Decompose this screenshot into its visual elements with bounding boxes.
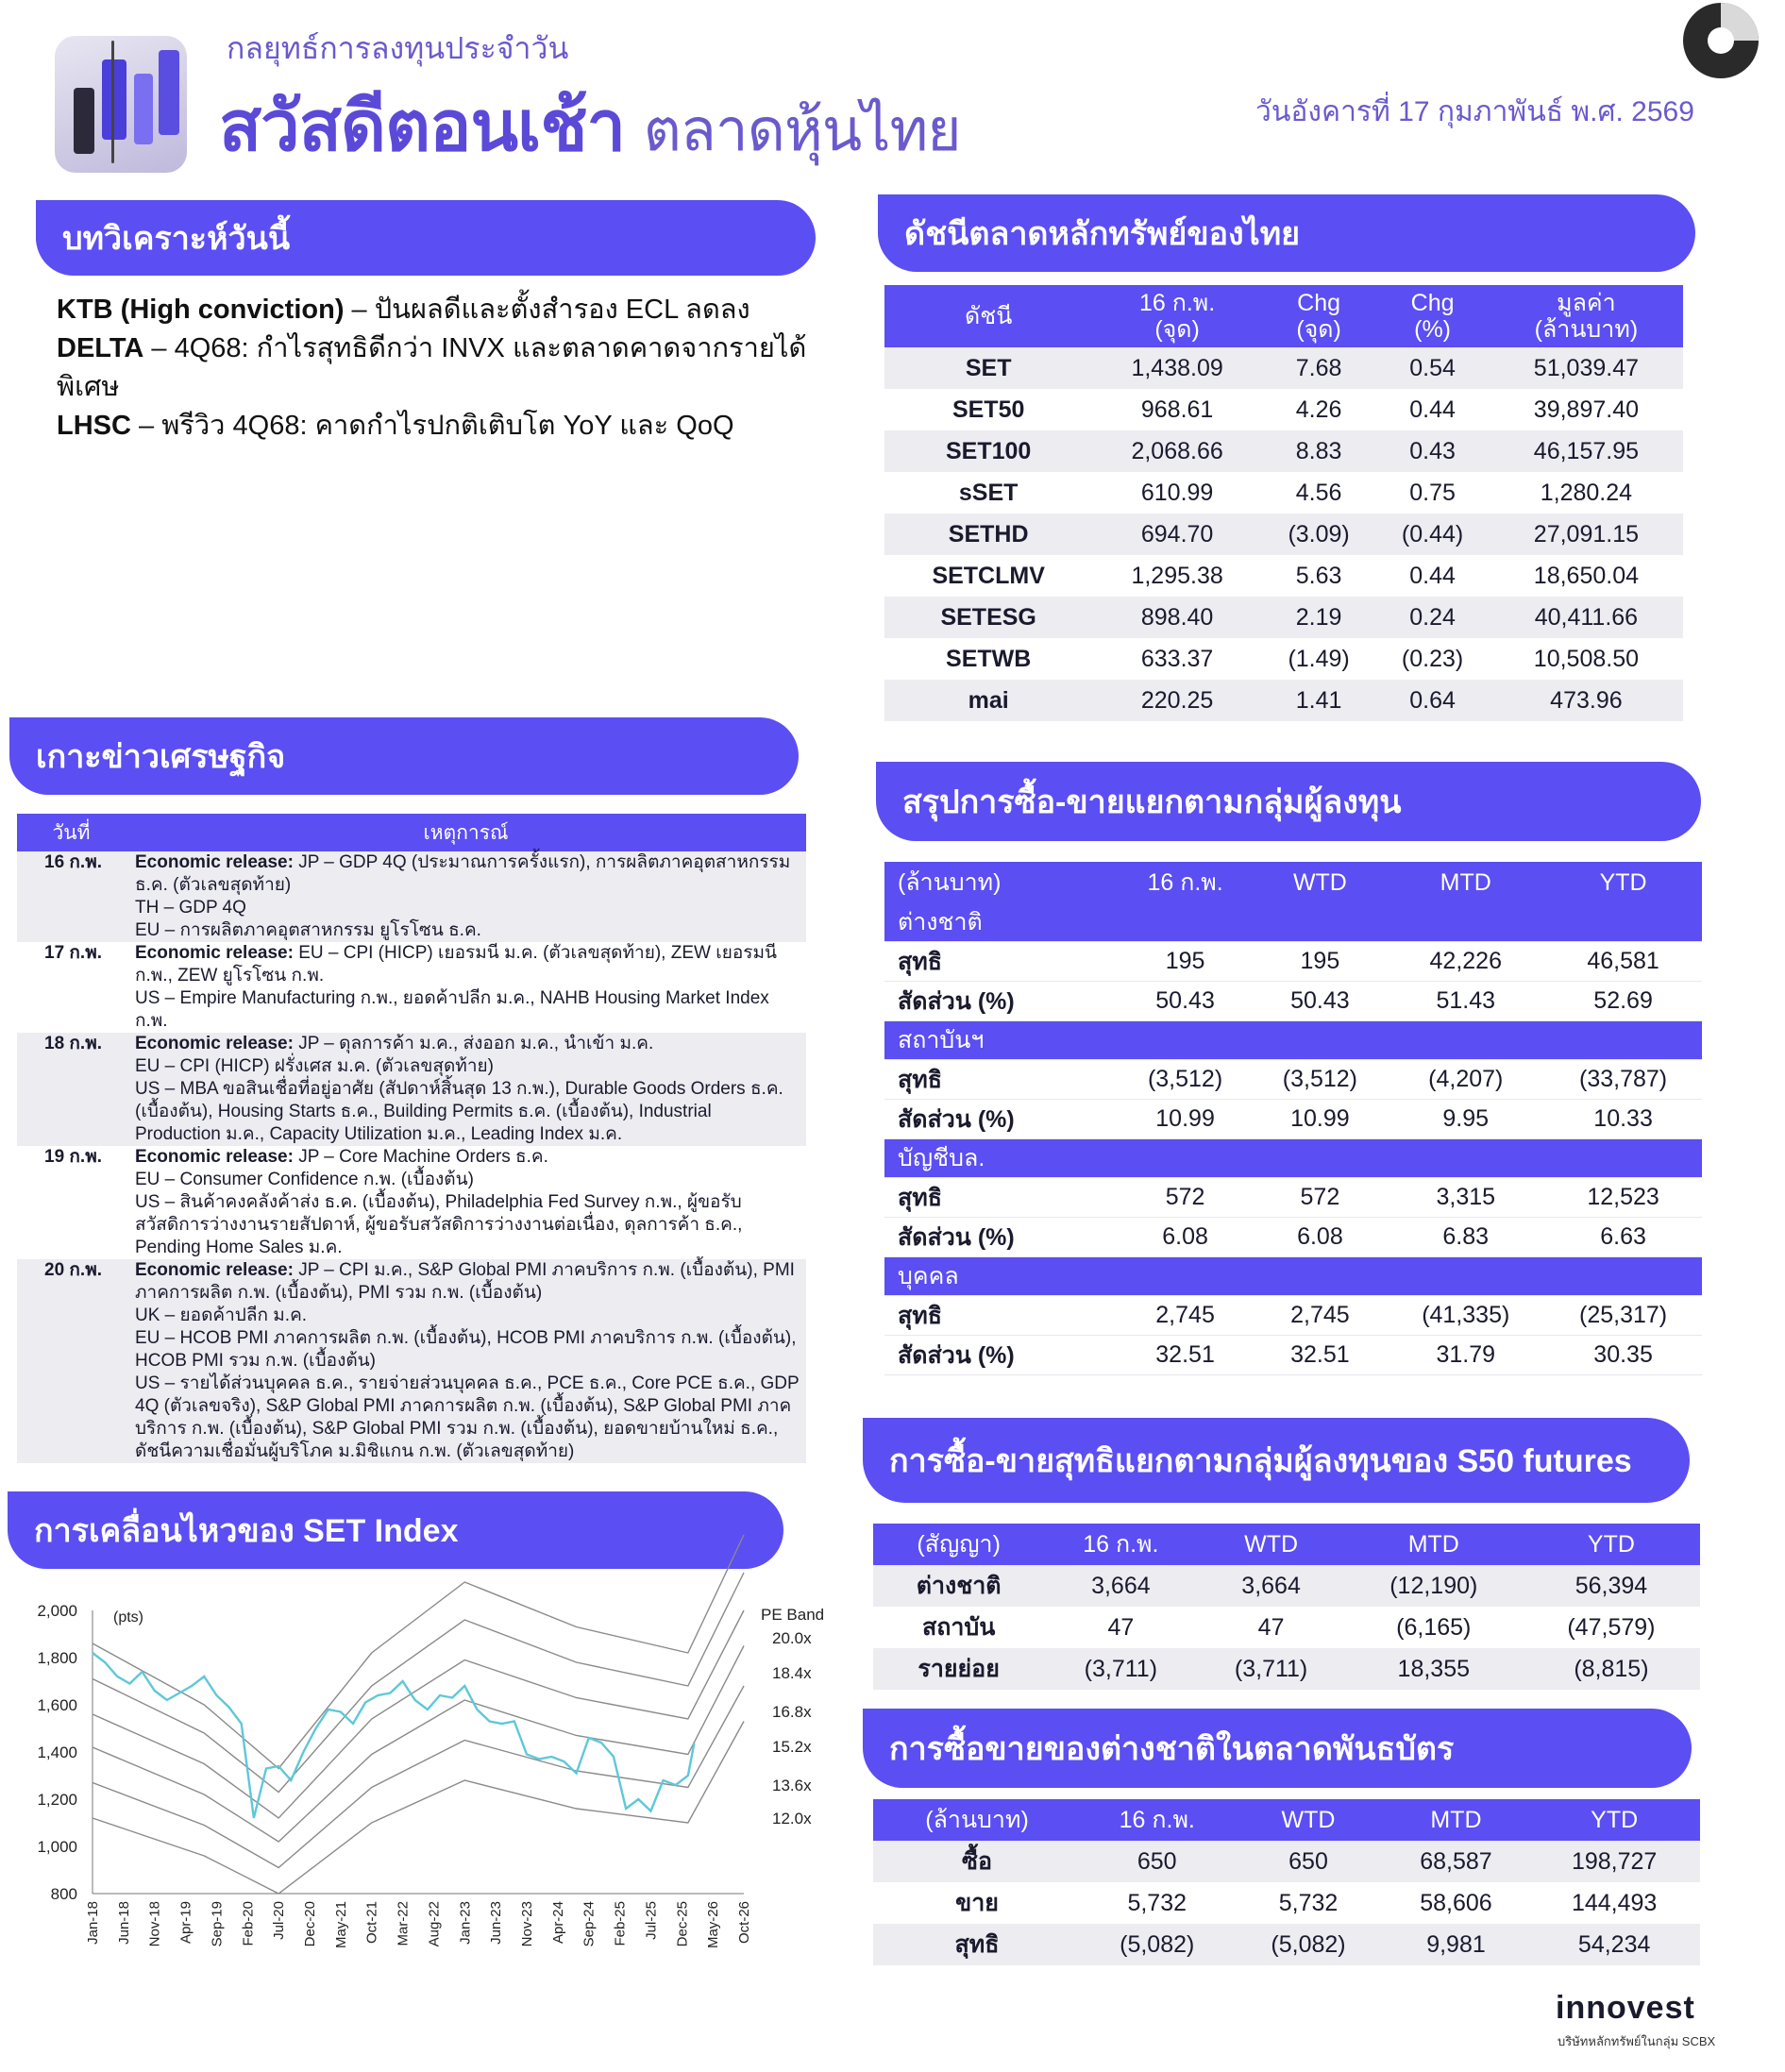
y-tick-label: 1,800 (37, 1649, 77, 1667)
footer-sub: บริษัทหลักทรัพย์ในกลุ่ม SCBX (1558, 2034, 1716, 2048)
group-row (884, 1021, 1702, 1060)
index-value: 633.37 (1140, 645, 1214, 672)
analysis-list (57, 291, 812, 446)
col-header: 16 ก.พ. (1081, 1799, 1233, 1841)
row-label: สุทธิ (884, 1296, 1118, 1336)
index-value: 0.43 (1375, 430, 1489, 472)
index-name: SETWB (946, 645, 1032, 672)
index-value: 18,650.04 (1533, 562, 1640, 589)
x-tick-label: Jan-23 (457, 1901, 474, 1945)
row-label: สุทธิ (884, 1060, 1118, 1100)
row-value: 198,727 (1528, 1841, 1700, 1882)
index-name: mai (884, 680, 1092, 721)
row-value: 650 (1233, 1841, 1383, 1882)
row-value: 10.33 (1544, 1100, 1702, 1139)
y-tick-label: 1,400 (37, 1744, 77, 1761)
row-value: 9.95 (1387, 1100, 1544, 1139)
event-line (135, 942, 800, 987)
row-value: 31.79 (1387, 1336, 1544, 1375)
row-value: 6.83 (1387, 1218, 1544, 1257)
x-tick-label: Oct-21 (363, 1901, 380, 1945)
row-value: 56,394 (1523, 1565, 1700, 1607)
row-value: 32.51 (1253, 1336, 1387, 1375)
event-line (135, 1055, 800, 1078)
col-header: มูลค่า (ล้านบาท) (1490, 285, 1683, 347)
row-value: 10.99 (1118, 1100, 1254, 1139)
row-value: 10.99 (1253, 1100, 1387, 1139)
event-text: US – สินค้าคงคลังค้าส่ง ธ.ค. (เบื้องต้น), Philadelphia Fed Survey ก.พ., ผู้ขอรับสวัสดิการว่างงานรายสัปดาห์, ผู้ขอรับสวัสดิการว่างงานต่อเนื่อง, ดุลการค้า ธ.ค., Pending Home Sales ม.ค. (135, 1192, 743, 1257)
y-axis-label: (pts) (113, 1609, 143, 1626)
pe-band-line (93, 1646, 744, 1843)
index-value: 694.70 (1092, 514, 1262, 555)
table-row (873, 1882, 1700, 1924)
event-text: JP – CPI ม.ค., S&P Global PMI ภาคบริการ ก.พ. (เบื้องต้น), PMI ภาคการผลิต ก.พ. (เบื้องต้น), PMI รวม ก.พ. (เบื้องต้น) (135, 1260, 795, 1303)
event-label: Economic release: (135, 1147, 294, 1167)
index-value: 39,897.40 (1533, 396, 1640, 423)
event-line (135, 1169, 800, 1191)
col-header: MTD (1384, 1799, 1529, 1841)
row-value: 572 (1253, 1178, 1387, 1218)
index-value: 1,438.09 (1092, 347, 1262, 389)
event-line (135, 987, 800, 1033)
row-label: สัดส่วน (%) (884, 982, 1118, 1021)
col-header: WTD (1197, 1524, 1344, 1565)
row-value: (5,082) (1233, 1924, 1383, 1965)
index-value: 4.26 (1295, 396, 1342, 423)
table-row (884, 597, 1683, 638)
table-row (873, 1648, 1700, 1690)
row-label: สถาบัน (921, 1614, 996, 1641)
section-econ: เกาะข่าวเศรษฐกิจ (9, 717, 799, 795)
row-value: 3,315 (1387, 1178, 1544, 1218)
col-header: 16 ก.พ. (จุด) (1092, 285, 1262, 347)
table-row (17, 851, 806, 942)
x-tick-label: Dec-20 (302, 1901, 318, 1947)
col-header: YTD (1544, 862, 1702, 903)
col-header: (สัญญา) (873, 1524, 1044, 1565)
pe-band-label: 18.4x (772, 1664, 812, 1682)
investor-summary-table (884, 862, 1702, 1375)
x-tick-label: Oct-26 (736, 1901, 752, 1945)
x-tick-label: Jan-18 (85, 1901, 101, 1945)
pe-band-label: 20.0x (772, 1629, 812, 1647)
analysis-text: – พรีวิว 4Q68: คาดกำไรปกติเติบโต YoY และ QoQ (130, 411, 734, 441)
analysis-item (57, 329, 812, 407)
event-line (135, 1259, 800, 1305)
table-row (884, 638, 1683, 680)
event-description (126, 942, 806, 1033)
index-name: SETCLMV (932, 562, 1045, 589)
group-name: สถาบันฯ (884, 1021, 1702, 1060)
index-value: 2,068.66 (1092, 430, 1262, 472)
index-value: 5.63 (1295, 562, 1342, 589)
event-description (126, 1259, 806, 1463)
event-label: Economic release: (135, 852, 294, 872)
row-value: 58,606 (1420, 1889, 1492, 1916)
col-header: YTD (1528, 1799, 1700, 1841)
section-futures: การซื้อ-ขายสุทธิแยกตามกลุ่มผู้ลงทุนของ S50 futures (863, 1418, 1690, 1503)
section-summary: สรุปการซื้อ-ขายแยกตามกลุ่มผู้ลงทุน (876, 762, 1701, 841)
index-value: 40,411.66 (1490, 597, 1683, 638)
index-value: 46,157.95 (1490, 430, 1683, 472)
row-value: 144,493 (1571, 1889, 1658, 1916)
index-value: 7.68 (1262, 347, 1375, 389)
y-tick-label: 1,000 (37, 1838, 77, 1856)
row-value: 572 (1118, 1178, 1254, 1218)
row-value: (4,207) (1387, 1060, 1544, 1100)
row-value: 42,226 (1387, 942, 1544, 982)
table-row (17, 1259, 806, 1463)
row-label: รายย่อย (873, 1648, 1044, 1690)
row-label: สุทธิ (884, 1178, 1118, 1218)
index-value: 0.24 (1375, 597, 1489, 638)
row-value: 3,664 (1197, 1565, 1344, 1607)
event-line (135, 1327, 800, 1373)
row-value: (12,190) (1345, 1565, 1523, 1607)
event-label: Economic release: (135, 943, 294, 963)
index-value: 8.83 (1262, 430, 1375, 472)
index-value: 0.44 (1409, 396, 1456, 423)
table-row (17, 942, 806, 1033)
index-value: 1,295.38 (1131, 562, 1223, 589)
col-header: วันที่ (17, 814, 126, 851)
event-text: EU – HCOB PMI ภาคการผลิต ก.พ. (เบื้องต้น), HCOB PMI ภาคบริการ ก.พ. (เบื้องต้น), HCOB PMI รวม ก.พ. (เบื้องต้น) (135, 1328, 797, 1371)
index-value: (3.09) (1262, 514, 1375, 555)
row-value: 47 (1257, 1613, 1285, 1641)
table-row (884, 942, 1702, 982)
x-tick-label: Aug-22 (426, 1901, 443, 1947)
index-name: SETESG (884, 597, 1092, 638)
row-value: (3,711) (1197, 1648, 1344, 1690)
econ-calendar-table (17, 814, 806, 1463)
title-main: สวัสดีตอนเช้า (219, 87, 626, 165)
y-tick-label: 1,600 (37, 1696, 77, 1714)
analysis-item (57, 407, 812, 446)
row-value: 9,981 (1384, 1924, 1529, 1965)
report-date: วันอังคารที่ 17 กุมภาพันธ์ พ.ศ. 2569 (1255, 96, 1694, 127)
table-row (884, 1060, 1702, 1100)
event-text: UK – ยอดค้าปลีก ม.ค. (135, 1306, 308, 1325)
table-row (884, 982, 1702, 1021)
set-index-line (93, 1653, 694, 1818)
index-value: (0.44) (1375, 514, 1489, 555)
row-value: (33,787) (1544, 1060, 1702, 1100)
index-value: (0.23) (1401, 645, 1464, 672)
event-line (135, 1305, 800, 1327)
index-value: 27,091.15 (1490, 514, 1683, 555)
section-index: ดัชนีตลาดหลักทรัพย์ของไทย (878, 194, 1695, 272)
index-name: SET50 (951, 396, 1025, 423)
index-value: 0.75 (1409, 479, 1456, 506)
table-row (884, 389, 1683, 430)
x-tick-label: Sep-24 (581, 1901, 598, 1947)
x-tick-label: Feb-25 (612, 1901, 629, 1946)
event-date: 20 ก.พ. (17, 1259, 126, 1463)
index-value: 610.99 (1140, 479, 1214, 506)
pe-band-label: 13.6x (772, 1777, 812, 1794)
analysis-ticker: KTB (High conviction) (57, 295, 345, 325)
row-value: 5,732 (1127, 1889, 1187, 1916)
event-line (135, 851, 800, 897)
event-description (126, 1146, 806, 1259)
event-text: TH – GDP 4Q (135, 898, 246, 918)
y-tick-label: 1,200 (37, 1791, 77, 1809)
table-row (17, 1033, 806, 1146)
y-tick-label: 800 (50, 1885, 77, 1903)
brand-mark-icon (1680, 0, 1761, 81)
event-text: JP – GDP 4Q (ประมาณการครั้งแรก), การผลิตภาคอุตสาหกรรม ธ.ค. (ตัวเลขสุดท้าย) (135, 852, 791, 895)
index-value: 1,280.24 (1540, 479, 1633, 506)
table-row (884, 1100, 1702, 1139)
x-tick-label: Jul-20 (271, 1901, 288, 1940)
index-name: SETHD (884, 514, 1092, 555)
index-value: 1.41 (1262, 680, 1375, 721)
row-value: 68,587 (1384, 1841, 1529, 1882)
event-text: JP – Core Machine Orders ธ.ค. (293, 1147, 548, 1167)
pe-band-title: PE Band (761, 1606, 825, 1624)
row-value: (8,815) (1523, 1648, 1700, 1690)
row-label: ต่างชาติ (873, 1565, 1044, 1607)
table-row (884, 514, 1683, 555)
event-description (126, 1033, 806, 1146)
row-value: 6.63 (1544, 1218, 1702, 1257)
table-row (884, 430, 1683, 472)
section-bond: การซื้อขายของต่างชาติในตลาดพันธบัตร (863, 1709, 1692, 1788)
col-header: Chg (%) (1375, 285, 1489, 347)
col-header: WTD (1253, 862, 1387, 903)
table-row (884, 1218, 1702, 1257)
row-value: (3,512) (1118, 1060, 1254, 1100)
x-tick-label: Jun-18 (115, 1901, 132, 1945)
section-chart: การเคลื่อนไหวของ SET Index (8, 1491, 783, 1569)
x-tick-label: Nov-18 (146, 1901, 163, 1947)
event-text: EU – CPI (HICP) เยอรมนี ม.ค. (ตัวเลขสุดท้าย), ZEW เยอรมนี ก.พ., ZEW ยูโรโซน ก.พ. (135, 943, 777, 985)
row-value: 6.08 (1253, 1218, 1387, 1257)
row-value: 2,745 (1253, 1296, 1387, 1336)
x-tick-label: Jun-23 (488, 1901, 505, 1945)
row-value: (25,317) (1544, 1296, 1702, 1336)
index-name: SET (884, 347, 1092, 389)
row-label: สัดส่วน (%) (884, 1100, 1118, 1139)
index-value: 0.44 (1409, 562, 1456, 589)
row-value: 650 (1081, 1841, 1233, 1882)
index-value: 220.25 (1092, 680, 1262, 721)
row-value: 46,581 (1544, 942, 1702, 982)
x-tick-label: Apr-24 (549, 1901, 566, 1945)
col-header: MTD (1387, 862, 1544, 903)
event-line (135, 1078, 800, 1146)
event-date: 17 ก.พ. (44, 943, 102, 963)
table-row (884, 680, 1683, 721)
table-row (884, 347, 1683, 389)
event-line (135, 1033, 800, 1055)
x-tick-label: Feb-20 (240, 1901, 257, 1946)
x-tick-label: Jul-25 (643, 1901, 660, 1940)
x-tick-label: Sep-19 (209, 1901, 226, 1947)
pe-band-line (93, 1610, 744, 1818)
analysis-text: – ปันผลดีและตั้งสำรอง ECL ลดลง (344, 295, 750, 325)
index-value: (1.49) (1288, 645, 1350, 672)
row-value: 32.51 (1118, 1336, 1254, 1375)
col-header: MTD (1345, 1524, 1523, 1565)
event-text: EU – Consumer Confidence ก.พ. (เบื้องต้น) (135, 1170, 474, 1189)
index-value: 473.96 (1490, 680, 1683, 721)
row-label: ซื้อ (873, 1841, 1081, 1882)
row-label: สุทธิ (884, 942, 1118, 982)
row-label: สัดส่วน (%) (884, 1218, 1118, 1257)
col-header: ดัชนี (884, 285, 1092, 347)
futures-table (873, 1524, 1700, 1690)
row-value: 195 (1118, 942, 1254, 982)
row-value: 52.69 (1544, 982, 1702, 1021)
table-row (873, 1607, 1700, 1648)
row-value: 51.43 (1387, 982, 1544, 1021)
group-name: บัญชีบล. (884, 1139, 1702, 1178)
event-text: EU – CPI (HICP) ฝรั่งเศส ม.ค. (ตัวเลขสุดท้าย) (135, 1056, 494, 1076)
event-line (135, 1191, 800, 1259)
table-row (17, 1146, 806, 1259)
pe-band-line (93, 1686, 744, 1868)
col-header: เหตุการณ์ (126, 814, 806, 851)
col-header: Chg (จุด) (1262, 285, 1375, 347)
event-line (135, 919, 800, 942)
index-table (884, 285, 1683, 721)
table-row (873, 1841, 1700, 1882)
row-value: 50.43 (1253, 982, 1387, 1021)
col-header: 16 ก.พ. (1044, 1524, 1197, 1565)
row-value: 3,664 (1044, 1565, 1197, 1607)
set-index-chart (8, 1582, 825, 1979)
row-value: (5,082) (1081, 1924, 1233, 1965)
index-value: 4.56 (1295, 479, 1342, 506)
event-date: 18 ก.พ. (17, 1033, 126, 1146)
index-value: 0.64 (1375, 680, 1489, 721)
analysis-ticker: DELTA (57, 333, 144, 363)
row-value: (6,165) (1396, 1613, 1472, 1641)
event-text: US – MBA ขอสินเชื่อที่อยู่อาศัย (สัปดาห์สิ้นสุด 13 ก.พ.), Durable Goods Orders ธ.ค. (เบื้องต้น), Housing Starts ธ.ค., Building Permits ธ.ค. (เบื้องต้น), Industrial Production ม.ค., Capacity Utilization ม.ค., Leading Index ม.ค. (135, 1079, 783, 1144)
event-label: Economic release: (135, 1260, 294, 1280)
x-tick-label: Nov-23 (519, 1901, 535, 1947)
table-row (884, 1296, 1702, 1336)
x-tick-label: Mar-22 (395, 1901, 412, 1946)
event-line (135, 897, 800, 919)
pe-band-line (93, 1573, 744, 1793)
row-value: (47,579) (1567, 1613, 1656, 1641)
row-value: 6.08 (1118, 1218, 1254, 1257)
chart-canvas (8, 1582, 825, 1979)
header-logo (55, 36, 187, 173)
row-value: 12,523 (1544, 1178, 1702, 1218)
event-text: US – รายได้ส่วนบุคคล ธ.ค., รายจ่ายส่วนบุคคล ธ.ค., PCE ธ.ค., Core PCE ธ.ค., GDP 4Q (ตัวเลขจริง), S&P Global PMI ภาคการผลิต ก.พ. (เบื้องต้น), S&P Global PMI ภาคบริการ ก.พ. (เบื้องต้น), S&P Global PMI รวม ก.พ. (เบื้องต้น), ยอดขายบ้านใหม่ ธ.ค., ดัชนีความเชื่อมั่นผู้บริโภค ม.มิชิแกน ก.พ. (ตัวเลขสุดท้าย) (135, 1373, 800, 1461)
col-header: WTD (1233, 1799, 1383, 1841)
row-label: สุทธิ (873, 1924, 1081, 1965)
row-value: 50.43 (1118, 982, 1254, 1021)
row-value: 2,745 (1118, 1296, 1254, 1336)
title-rest: ตลาดหุ้นไทย (643, 98, 961, 163)
row-value: 195 (1253, 942, 1387, 982)
footer-logo (1556, 1990, 1744, 2056)
index-value: 51,039.47 (1490, 347, 1683, 389)
row-label: สัดส่วน (%) (884, 1336, 1118, 1375)
col-header: YTD (1523, 1524, 1700, 1565)
analysis-text: – 4Q68: กำไรสุทธิดีกว่า INVX และตลาดคาดจากรายได้พิเศษ (57, 333, 807, 402)
col-header: (ล้านบาท) (884, 862, 1118, 903)
table-row (884, 472, 1683, 514)
row-value: (41,335) (1387, 1296, 1544, 1336)
table-row (884, 555, 1683, 597)
index-value: 0.54 (1375, 347, 1489, 389)
footer-brand: innovest (1556, 1990, 1695, 2026)
row-value: (3,512) (1253, 1060, 1387, 1100)
row-value: 18,355 (1345, 1648, 1523, 1690)
x-tick-label: Apr-19 (177, 1901, 194, 1945)
event-text: JP – ดุลการค้า ม.ค., ส่งออก ม.ค., นำเข้า ม.ค. (293, 1034, 654, 1053)
row-value: 54,234 (1528, 1924, 1700, 1965)
event-label: Economic release: (135, 1034, 294, 1053)
col-header: 16 ก.พ. (1118, 862, 1254, 903)
event-line (135, 1373, 800, 1463)
y-tick-label: 2,000 (37, 1602, 77, 1620)
row-label: ขาย (955, 1890, 999, 1916)
table-row (873, 1924, 1700, 1965)
event-text: EU – การผลิตภาคอุตสาหกรรม ยูโรโซน ธ.ค. (135, 920, 481, 940)
pe-band-label: 15.2x (772, 1738, 812, 1756)
pe-band-label: 16.8x (772, 1703, 812, 1721)
col-header: (ล้านบาท) (873, 1799, 1081, 1841)
table-row (884, 1336, 1702, 1375)
x-tick-label: May-26 (705, 1901, 722, 1949)
table-row (884, 1178, 1702, 1218)
event-date: 19 ก.พ. (44, 1147, 102, 1167)
x-tick-label: Dec-25 (674, 1901, 691, 1947)
pe-band-line (93, 1535, 744, 1769)
row-value: (3,711) (1044, 1648, 1197, 1690)
event-line (135, 1146, 800, 1169)
event-text: US – Empire Manufacturing ก.พ., ยอดค้าปลีก ม.ค., NAHB Housing Market Index ก.พ. (135, 988, 769, 1031)
group-row (884, 1257, 1702, 1296)
group-row (884, 903, 1702, 942)
event-description (126, 851, 806, 942)
page-title (219, 70, 961, 181)
header-subtitle: กลยุทธ์การลงทุนประจำวัน (227, 31, 569, 65)
index-value: 2.19 (1262, 597, 1375, 638)
group-name: บุคคล (884, 1257, 1702, 1296)
index-value: 898.40 (1092, 597, 1262, 638)
pe-band-label: 12.0x (772, 1810, 812, 1828)
index-name: sSET (958, 479, 1019, 506)
group-name: ต่างชาติ (884, 903, 1702, 942)
row-value: 5,732 (1278, 1889, 1339, 1916)
analysis-ticker: LHSC (57, 411, 131, 441)
index-value: 10,508.50 (1533, 645, 1640, 672)
analysis-item (57, 291, 812, 329)
bond-table (873, 1799, 1700, 1965)
group-row (884, 1139, 1702, 1178)
table-row (873, 1565, 1700, 1607)
section-analysis: บทวิเคราะห์วันนี้ (36, 200, 816, 276)
x-tick-label: May-21 (332, 1901, 349, 1949)
index-name: SET100 (884, 430, 1092, 472)
row-value: 30.35 (1544, 1336, 1702, 1375)
row-value: 47 (1107, 1613, 1135, 1641)
event-date: 16 ก.พ. (17, 851, 126, 942)
index-value: 968.61 (1140, 396, 1214, 423)
